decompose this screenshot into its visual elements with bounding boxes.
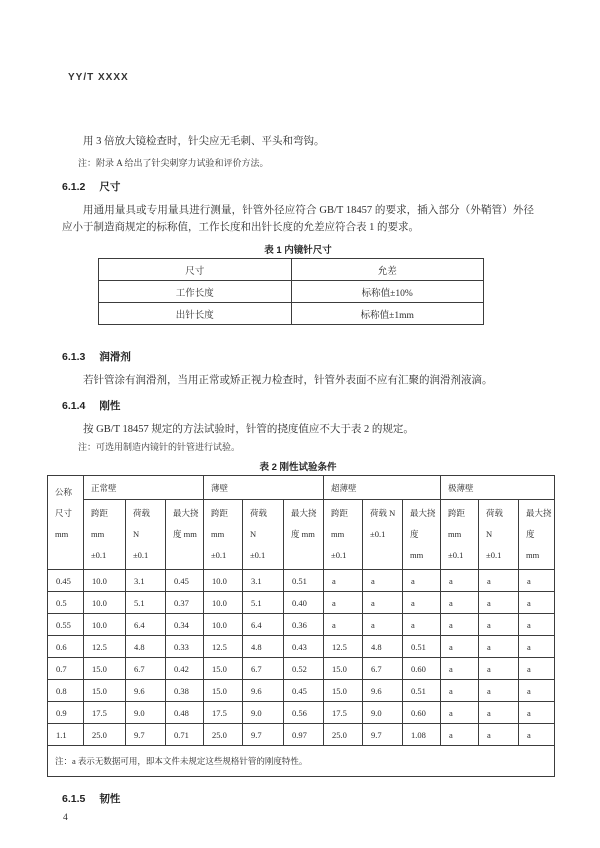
table-cell: a: [441, 636, 479, 658]
table-cell: 10.0: [204, 592, 243, 614]
table-cell: a: [519, 702, 555, 724]
table-cell: 9.7: [243, 724, 284, 746]
table-cell: 10.0: [84, 570, 126, 592]
table-cell: a: [519, 614, 555, 636]
table-cell: 0.71: [166, 724, 204, 746]
section-title: 润滑剂: [99, 351, 131, 363]
table-cell: a: [479, 702, 519, 724]
table-cell: 9.0: [126, 702, 166, 724]
table-cell: 6.4: [243, 614, 284, 636]
table-cell: 0.52: [284, 658, 324, 680]
table-cell: 0.51: [403, 680, 441, 702]
table-cell: 3.1: [126, 570, 166, 592]
table-cell: 12.5: [204, 636, 243, 658]
table-1-dimensions: [98, 258, 484, 325]
table-row: [48, 614, 555, 636]
table-cell: a: [519, 636, 555, 658]
section-heading-6-1-3: [62, 349, 534, 364]
table-cell: 0.6: [48, 636, 84, 658]
group-header-normal-wall: 正常壁: [84, 476, 204, 500]
table-cell: a: [479, 636, 519, 658]
column-header: 跨距 mm ±0.1: [84, 500, 126, 570]
intro-note: 注：附录 A 给出了针尖刺穿力试验和评价方法。: [78, 158, 269, 168]
table-row: [48, 658, 555, 680]
table-cell: 15.0: [84, 680, 126, 702]
table-cell: 17.5: [84, 702, 126, 724]
table-cell: 0.36: [284, 614, 324, 636]
table-cell: a: [363, 592, 403, 614]
table-cell: 25.0: [84, 724, 126, 746]
table-cell: a: [479, 724, 519, 746]
column-header: 荷载 N ±0.1: [479, 500, 519, 570]
table-cell: 0.42: [166, 658, 204, 680]
table-cell: 6.4: [126, 614, 166, 636]
table-cell: 4.8: [126, 636, 166, 658]
section-heading-6-1-5: [62, 791, 534, 806]
group-header-row: [48, 476, 555, 500]
table-header-row: [99, 259, 484, 281]
table-cell: 0.43: [284, 636, 324, 658]
intro-paragraph: 用 3 倍放大镜检查时，针尖应无毛刺、平头和弯钩。: [83, 136, 325, 147]
table-cell: 10.0: [204, 614, 243, 636]
table-cell: 5.1: [126, 592, 166, 614]
table-cell: 0.48: [166, 702, 204, 724]
table-cell: 工作长度: [99, 281, 292, 303]
table-cell: a: [324, 592, 363, 614]
table-2-rigidity-conditions: [47, 475, 555, 777]
section-6-1-2-paragraph: 用通用量具或专用量具进行测量，针管外径应符合 GB/T 18457 的要求，插入部分（外鞘管）外径应小于制造商规定的标称值，工作长度和出针长度的允差应符合表 1 的要求。: [62, 205, 534, 233]
table-cell: a: [441, 658, 479, 680]
table-row: [48, 592, 555, 614]
table-cell: a: [324, 570, 363, 592]
table-cell: 1.1: [48, 724, 84, 746]
column-header-nominal-size: 公称 尺寸 mm: [48, 476, 84, 570]
column-header: 荷载 N ±0.1: [243, 500, 284, 570]
table-cell: 9.6: [126, 680, 166, 702]
table-cell: 0.34: [166, 614, 204, 636]
table-cell: a: [519, 724, 555, 746]
table-cell: 3.1: [243, 570, 284, 592]
table-cell: 15.0: [324, 658, 363, 680]
table-cell: 9.0: [363, 702, 403, 724]
column-header-dimension: 尺寸: [99, 259, 292, 281]
table-cell: a: [519, 570, 555, 592]
table-cell: 6.7: [243, 658, 284, 680]
column-header: 最大挠 度 mm: [519, 500, 555, 570]
table-cell: a: [479, 592, 519, 614]
table-cell: 6.7: [363, 658, 403, 680]
table-cell: 0.51: [284, 570, 324, 592]
section-title: 刚性: [99, 400, 121, 412]
table-cell: 0.45: [48, 570, 84, 592]
table-cell: 0.45: [284, 680, 324, 702]
table-row: [48, 680, 555, 702]
table-cell: a: [441, 702, 479, 724]
column-header: 最大挠 度 mm: [403, 500, 441, 570]
table-cell: 0.40: [284, 592, 324, 614]
table-cell: 15.0: [324, 680, 363, 702]
table-cell: 0.60: [403, 702, 441, 724]
table-cell: 12.5: [84, 636, 126, 658]
table-cell: 25.0: [204, 724, 243, 746]
table-cell: 0.8: [48, 680, 84, 702]
table-row: [48, 724, 555, 746]
table-cell: 6.7: [126, 658, 166, 680]
table-cell: 17.5: [204, 702, 243, 724]
table-cell: 0.55: [48, 614, 84, 636]
table-cell: a: [479, 658, 519, 680]
section-number: 6.1.5: [62, 793, 86, 805]
table-cell: 5.1: [243, 592, 284, 614]
table-cell: 0.38: [166, 680, 204, 702]
table-2-note: 注：a 表示无数据可用，即本文件未规定这些规格针管的刚度特性。: [48, 746, 555, 777]
column-header-tolerance: 允差: [291, 259, 484, 281]
table-cell: 25.0: [324, 724, 363, 746]
table-cell: 9.6: [363, 680, 403, 702]
table-cell: 0.97: [284, 724, 324, 746]
table-1-caption: 表 1 内镜针尺寸: [264, 245, 332, 256]
table-cell: 9.7: [363, 724, 403, 746]
table-cell: 9.7: [126, 724, 166, 746]
table-cell: 9.0: [243, 702, 284, 724]
section-6-1-4-note: 注：可选用制造内镜针的针管进行试验。: [78, 442, 241, 452]
table-cell: 0.37: [166, 592, 204, 614]
group-header-extra-thin-wall: 极薄壁: [441, 476, 555, 500]
group-header-thin-wall: 薄壁: [204, 476, 324, 500]
table-cell: a: [519, 592, 555, 614]
table-cell: a: [441, 592, 479, 614]
table-row: [99, 303, 484, 325]
table-cell: 0.5: [48, 592, 84, 614]
table-cell: 0.7: [48, 658, 84, 680]
table-cell: 标称值±1mm: [291, 303, 484, 325]
table-cell: 10.0: [204, 570, 243, 592]
table-row: [48, 570, 555, 592]
table-cell: 4.8: [243, 636, 284, 658]
table-cell: 0.33: [166, 636, 204, 658]
table-cell: a: [519, 680, 555, 702]
section-6-1-3-paragraph: 若针管涂有润滑剂，当用正常或矫正视力检查时，针管外表面不应有汇聚的润滑剂液滴。: [83, 375, 493, 386]
table-cell: a: [324, 614, 363, 636]
table-cell: a: [441, 614, 479, 636]
section-number: 6.1.3: [62, 351, 86, 363]
running-header-doc-code: YY/T XXXX: [68, 72, 129, 83]
table-cell: 15.0: [204, 658, 243, 680]
column-header: 跨距 mm ±0.1: [324, 500, 363, 570]
table-cell: 10.0: [84, 614, 126, 636]
column-header: 跨距 mm ±0.1: [441, 500, 479, 570]
section-heading-6-1-2: [62, 179, 534, 194]
table-cell: a: [441, 570, 479, 592]
table-cell: 出针长度: [99, 303, 292, 325]
table-cell: a: [519, 658, 555, 680]
column-header: 荷载 N ±0.1: [363, 500, 403, 570]
group-header-ultra-thin-wall: 超薄壁: [324, 476, 441, 500]
sub-header-row: [48, 500, 555, 570]
table-cell: 12.5: [324, 636, 363, 658]
table-cell: 0.45: [166, 570, 204, 592]
table-cell: 10.0: [84, 592, 126, 614]
section-title: 尺寸: [99, 181, 121, 193]
table-cell: 标称值±10%: [291, 281, 484, 303]
column-header: 最大挠 度 mm: [166, 500, 204, 570]
page-number: 4: [63, 813, 68, 823]
table-row: [99, 281, 484, 303]
column-header: 跨距 mm ±0.1: [204, 500, 243, 570]
table-cell: 0.51: [403, 636, 441, 658]
table-cell: a: [479, 680, 519, 702]
table-cell: a: [403, 614, 441, 636]
table-cell: 0.56: [284, 702, 324, 724]
column-header: 荷载 N ±0.1: [126, 500, 166, 570]
section-title: 韧性: [99, 793, 121, 805]
table-cell: 15.0: [204, 680, 243, 702]
table-cell: a: [479, 570, 519, 592]
table-cell: 9.6: [243, 680, 284, 702]
table-cell: 1.08: [403, 724, 441, 746]
table-2-caption: 表 2 刚性试验条件: [259, 462, 337, 473]
table-cell: 15.0: [84, 658, 126, 680]
table-note-row: [48, 746, 555, 777]
table-cell: a: [479, 614, 519, 636]
table-cell: a: [403, 570, 441, 592]
table-row: [48, 702, 555, 724]
section-number: 6.1.2: [62, 181, 86, 193]
table-cell: a: [441, 724, 479, 746]
table-cell: 0.9: [48, 702, 84, 724]
table-cell: a: [403, 592, 441, 614]
column-header: 最大挠 度 mm: [284, 500, 324, 570]
table-cell: a: [441, 680, 479, 702]
table-cell: 0.60: [403, 658, 441, 680]
table-cell: a: [363, 614, 403, 636]
table-cell: 4.8: [363, 636, 403, 658]
table-row: [48, 636, 555, 658]
table-cell: 17.5: [324, 702, 363, 724]
section-6-1-4-paragraph: 按 GB/T 18457 规定的方法试验时，针管的挠度值应不大于表 2 的规定。: [83, 424, 414, 435]
table-cell: a: [363, 570, 403, 592]
section-heading-6-1-4: [62, 398, 534, 413]
section-number: 6.1.4: [62, 400, 86, 412]
